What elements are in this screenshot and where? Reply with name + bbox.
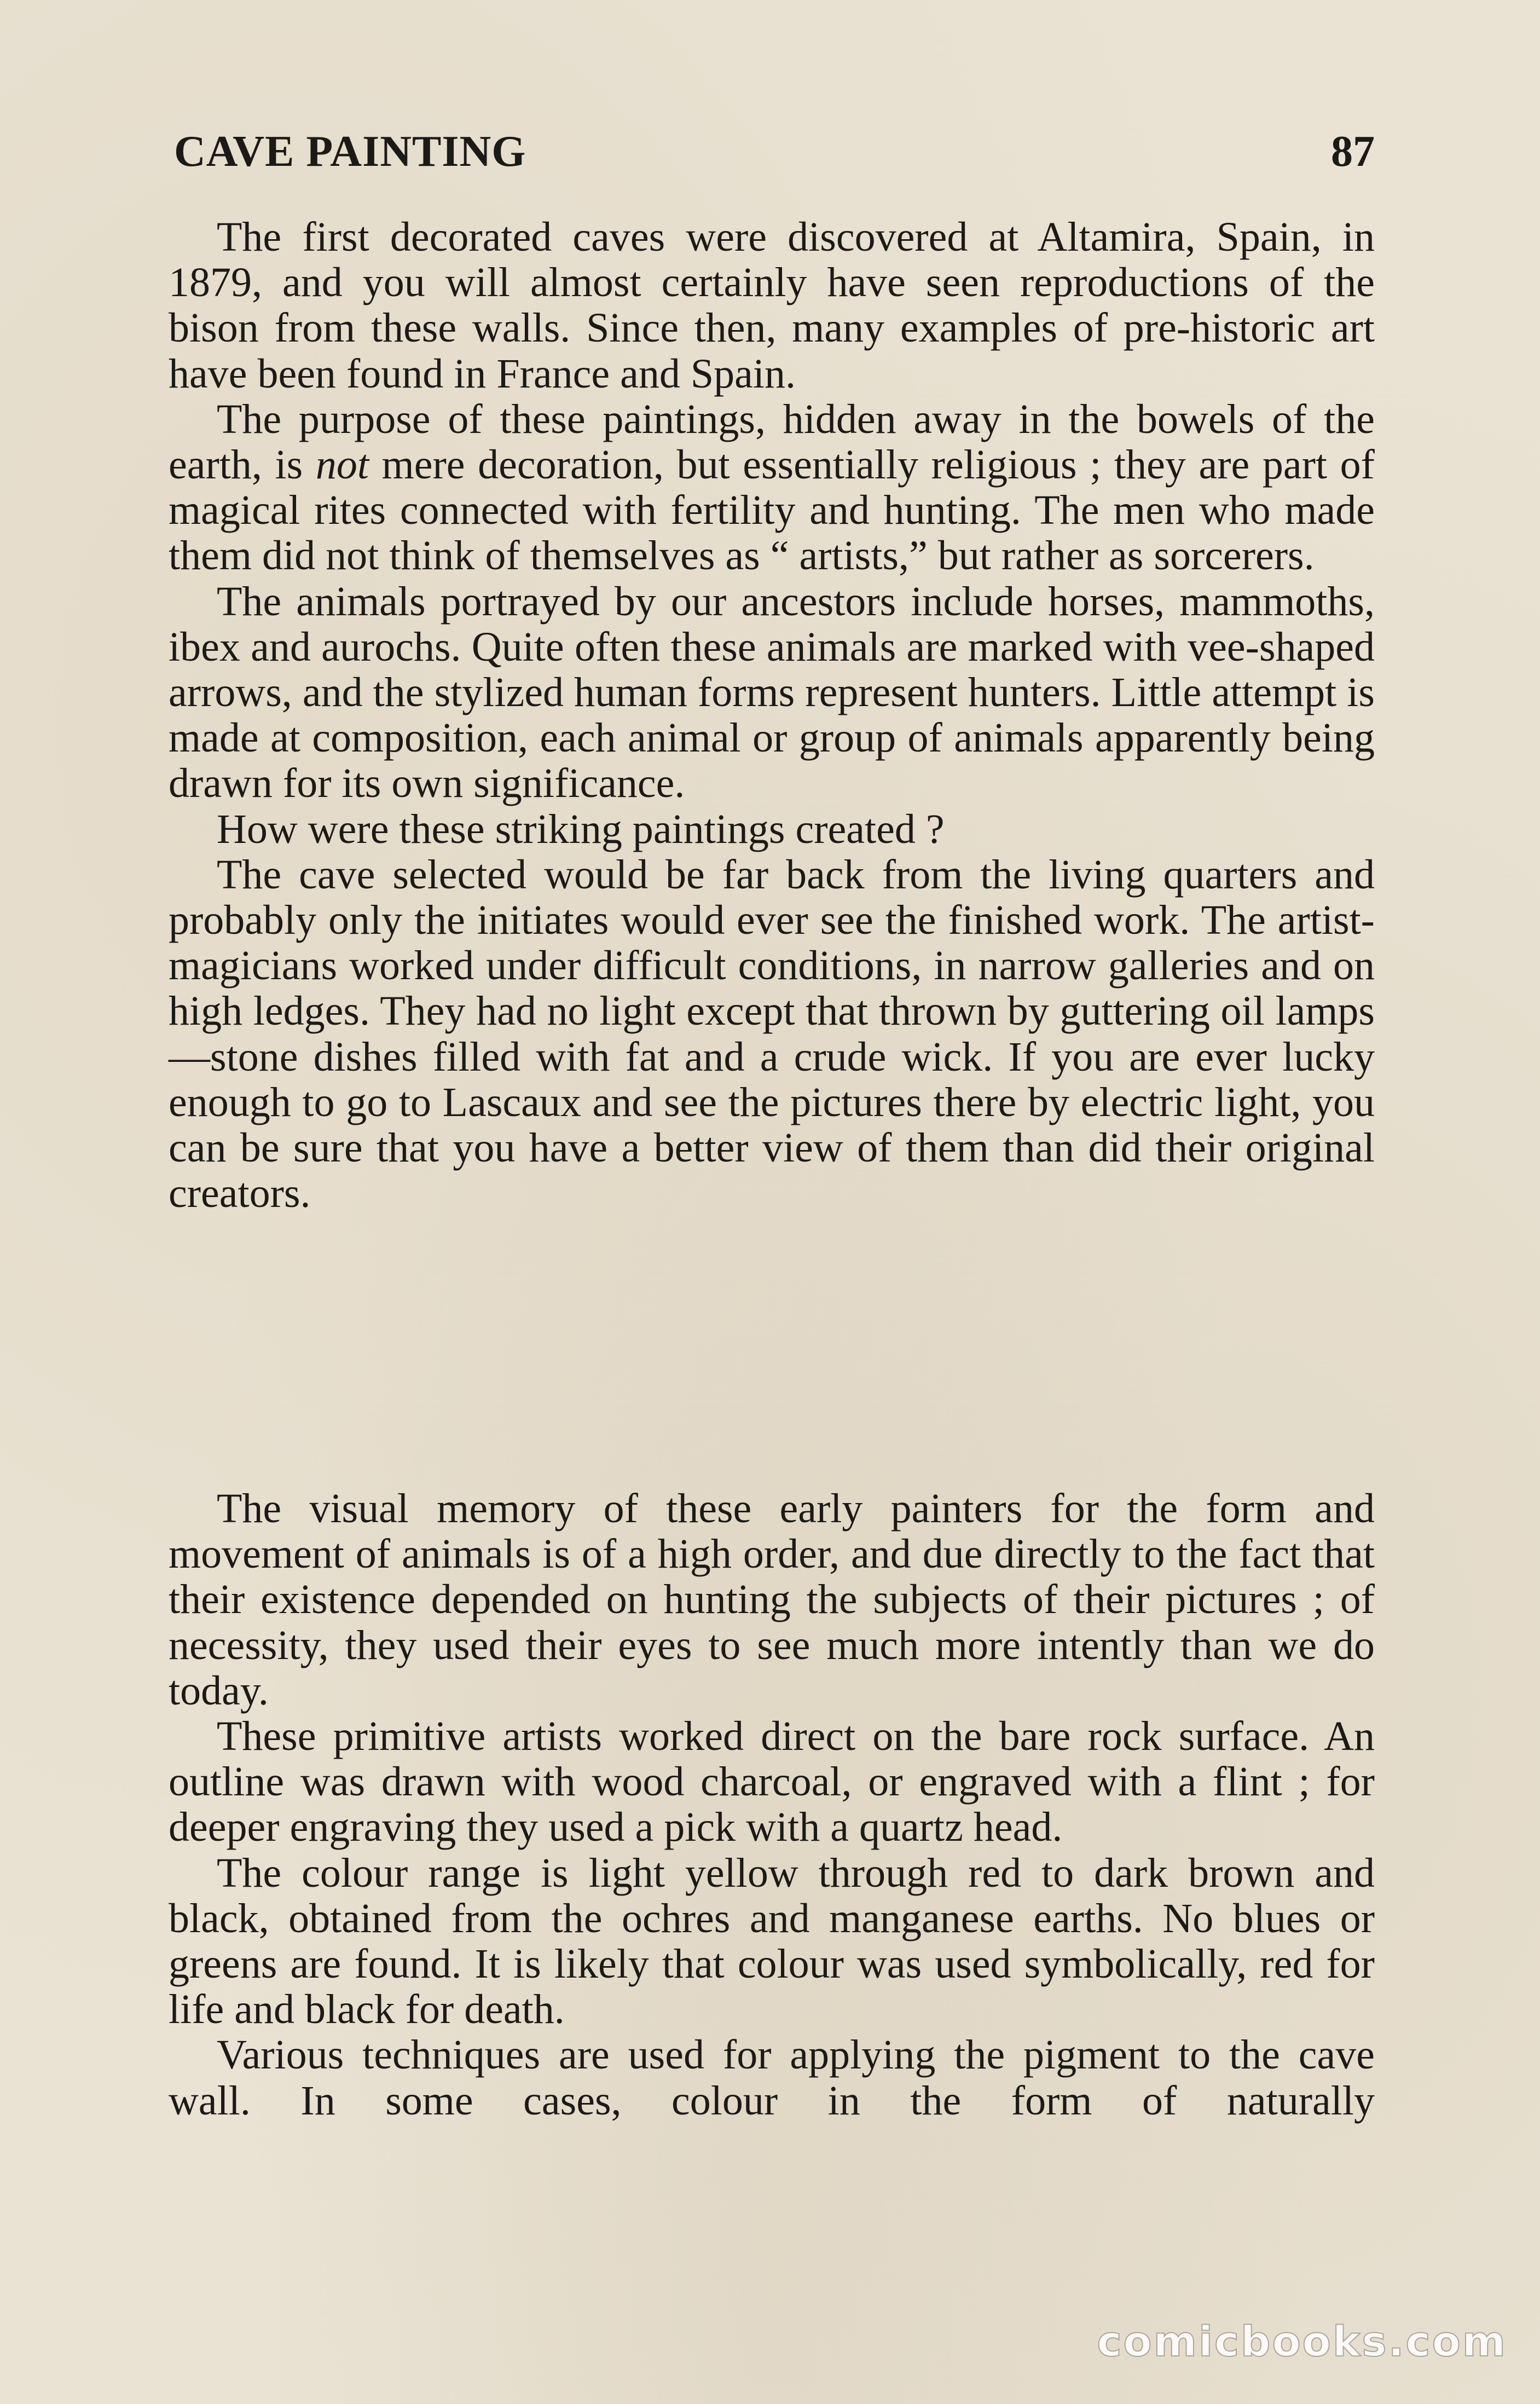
- page-number: 87: [1331, 128, 1375, 176]
- paragraph-purpose-start: The purpose of these paintings, hidden away in the bowels of the earth, is: [169, 396, 1375, 488]
- paragraph-colour-range: The colour range is light yellow through red to dark brown and black, obtained from the ochres and manganese earths. No blues or greens are found. It is likely that colour was used symbolically, red for life and black for death.: [169, 1850, 1375, 2033]
- running-head-title: CAVE PAINTING: [174, 128, 526, 176]
- paragraph-primitive-artists: These primitive artists worked direct on the bare rock surface. An outline was drawn with wood charcoal, or engraved with a flint ; for deeper engraving they used a pick with a quartz head.: [169, 1713, 1375, 1851]
- page-header: [174, 122, 1375, 182]
- text-section-upper: [169, 215, 1375, 1216]
- emphasis-not: not: [315, 442, 369, 488]
- paragraph-visual-memory: The visual memory of these early painters for the form and movement of animals is of a high order, and due directly to the fact that their existence depended on hunting the subjects of their pictures ; of necessity, they used their eyes to see much more intently than we do today.: [169, 1486, 1375, 1714]
- paragraph-techniques: Various techniques are used for applying the pigment to the cave wall. In some cases, colour in the form of naturally: [169, 2032, 1375, 2124]
- paragraph-purpose-end: mere decoration, but essentially religious ; they are part of magical rites connected with fertility and hunting. The men who made them did not think of themselves as “ artists,” but rather as sorcerers.: [169, 442, 1375, 579]
- watermark: comicbooks.com: [1097, 2317, 1507, 2366]
- paragraph-purpose: [169, 397, 1375, 579]
- paragraph-cave-selected: The cave selected would be far back from the living quarters and probably only the initiates would ever see the finished work. The artist-magicians worked under difficult conditions, in narrow galleries and on high ledges. They had no light except that thrown by guttering oil lamps—stone dishes filled with fat and a crude wick. If you are ever lucky enough to go to Lascaux and see the pictures there by electric light, you can be sure that you have a better view of them than did their original creators.: [169, 851, 1375, 1217]
- paragraph-question: How were these striking paintings created ?: [217, 806, 945, 852]
- paragraph-animals: The animals portrayed by our ancestors include horses, mammoths, ibex and aurochs. Quite often these animals are marked with vee-shaped arrows, and the stylized human forms represent hunters. Little attempt is made at composition, each animal or group of animals apparently being drawn for its own significance.: [169, 578, 1375, 807]
- paragraph-altamira: The first decorated caves were discovered at Altamira, Spain, in 1879, and you will almost certainly have seen reproductions of the bison from these walls. Since then, many examples of pre-historic art have been found in France and Spain.: [169, 214, 1375, 397]
- text-section-lower: [169, 1486, 1375, 2124]
